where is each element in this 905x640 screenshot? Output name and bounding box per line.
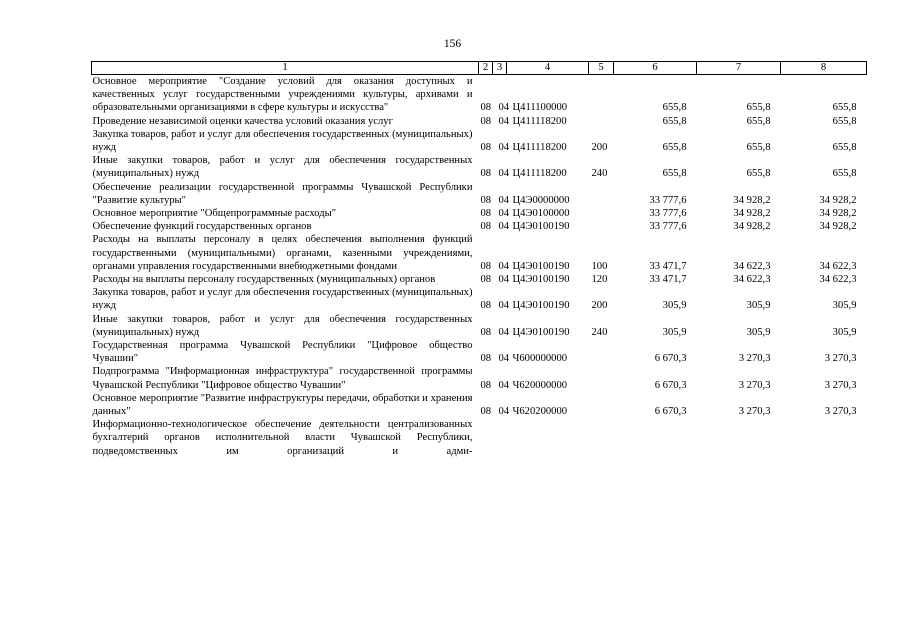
- row-target-code: Ц4Э0000000: [512, 194, 570, 206]
- row-amount-col6: 305,9: [662, 326, 687, 338]
- row-expense-type: [589, 418, 614, 458]
- row-expense-type: [589, 220, 614, 233]
- row-name: Расходы на выплаты персоналу в целях обеспечения выполнения функций государственными (муниципальными) органами, казенными учреждениями, органами управления государственными внебюджетными фондами: [92, 234, 473, 272]
- row-amount-col7: 34 928,2: [733, 221, 771, 233]
- row-amount-col6: 6 670,3: [654, 379, 687, 391]
- row-target-code: Ч620200000: [512, 406, 568, 418]
- row-amount-col7: 305,9: [746, 326, 771, 338]
- column-header-5: 5: [589, 62, 614, 75]
- row-target-code: Ч600000000: [512, 353, 568, 365]
- row-name: Основное мероприятие "Развитие инфраструктуры передачи, обработки и хранения данных": [92, 392, 473, 418]
- table-row: [92, 365, 867, 391]
- row-target-code: Ц4Э0100190: [512, 274, 570, 286]
- row-section: 08: [480, 115, 492, 127]
- row-target-code: [507, 418, 589, 458]
- row-amount-col6: 6 670,3: [654, 406, 687, 418]
- row-amount-col8: 3 270,3: [824, 353, 857, 365]
- table-row: [92, 75, 867, 115]
- row-amount-col7: 34 928,2: [733, 208, 771, 220]
- row-target-code: Ц411118200: [512, 115, 567, 127]
- row-amount-col7: 34 622,3: [733, 260, 771, 272]
- row-amount-col7: 34 622,3: [733, 274, 771, 286]
- row-subsection: 04: [498, 406, 510, 418]
- page-number: 156: [443, 38, 462, 50]
- row-amount-col6: 655,8: [662, 168, 687, 180]
- table-row: [92, 115, 867, 128]
- row-name: Закупка товаров, работ и услуг для обеспечения государственных (муниципальных) нужд: [92, 287, 473, 312]
- row-expense-type: 240: [591, 326, 608, 338]
- row-subsection: 04: [498, 221, 510, 233]
- table-row: [92, 207, 867, 220]
- row-amount-col7: 655,8: [746, 115, 771, 127]
- row-subsection: 04: [498, 208, 510, 220]
- row-target-code: Ц4Э0100190: [512, 260, 570, 272]
- row-name: Информационно-технологическое обеспечение деятельности централизованных бухгалтерий органов исполнительной власти Чувашской Республики, подведомственных им организаций и адми-: [92, 419, 473, 457]
- column-header-1: 1: [92, 62, 479, 75]
- row-section: 08: [480, 194, 492, 206]
- table-row: [92, 233, 867, 273]
- table-row: [92, 154, 867, 180]
- row-subsection: 04: [498, 194, 510, 206]
- row-expense-type: 240: [591, 168, 608, 180]
- row-section: 08: [480, 208, 492, 220]
- table-row: [92, 392, 867, 418]
- row-subsection: 04: [498, 142, 510, 154]
- row-amount-col7: 3 270,3: [738, 379, 771, 391]
- row-amount-col8: 655,8: [832, 168, 857, 180]
- row-section: 08: [480, 260, 492, 272]
- row-amount-col7: 655,8: [746, 142, 771, 154]
- row-name: Государственная программа Чувашской Республики "Цифровое общество Чувашии": [92, 340, 473, 365]
- row-amount-col8: 34 928,2: [819, 208, 857, 220]
- row-amount-col8: 3 270,3: [824, 406, 857, 418]
- table-row: [92, 313, 867, 339]
- column-header-6: 6: [614, 62, 697, 75]
- row-subsection: 04: [498, 274, 510, 286]
- table-row: [92, 339, 867, 365]
- row-amount-col7: 34 928,2: [733, 194, 771, 206]
- column-header-3: 3: [493, 62, 507, 75]
- row-subsection: 04: [498, 260, 510, 272]
- row-expense-type: [589, 75, 614, 115]
- row-expense-type: 200: [591, 300, 608, 312]
- row-name: Подпрограмма "Информационная инфраструктура" государственной программы Чувашской Республики "Цифровое общество Чувашии": [92, 366, 473, 391]
- row-amount-col7: 3 270,3: [738, 353, 771, 365]
- table-row: [92, 181, 867, 207]
- row-name: Расходы на выплаты персоналу государственных (муниципальных) органов: [92, 274, 436, 286]
- row-amount-col6: 33 471,7: [649, 260, 687, 272]
- row-amount-col8: [781, 418, 867, 458]
- row-subsection: 04: [498, 379, 510, 391]
- budget-table: [91, 61, 867, 458]
- row-amount-col6: 655,8: [662, 115, 687, 127]
- row-expense-type: [589, 365, 614, 391]
- table-row: [92, 273, 867, 286]
- row-target-code: Ц411100000: [512, 102, 568, 114]
- row-amount-col6: 33 777,6: [649, 194, 687, 206]
- column-header-4: 4: [507, 62, 589, 75]
- row-amount-col6: [614, 418, 697, 458]
- row-amount-col7: 655,8: [746, 168, 771, 180]
- row-expense-type: [589, 115, 614, 128]
- row-subsection: 04: [498, 300, 510, 312]
- row-expense-type: [589, 207, 614, 220]
- row-section: 08: [480, 300, 492, 312]
- row-name: Основное мероприятие "Создание условий для оказания доступных и качественных услуг государственными учреждениями культуры, архивами и образовательными организациями в сфере культуры и искусства": [92, 76, 473, 114]
- row-section: 08: [480, 102, 492, 114]
- row-name: Обеспечение реализации государственной программы Чувашской Республики "Развитие культуры": [92, 181, 473, 206]
- row-name: Обеспечение функций государственных органов: [92, 221, 312, 233]
- row-name: Иные закупки товаров, работ и услуг для обеспечения государственных (муниципальных) нужд: [92, 155, 473, 180]
- table-row: [92, 220, 867, 233]
- row-section: 08: [480, 406, 492, 418]
- row-subsection: [493, 418, 507, 458]
- row-target-code: Ч620000000: [512, 379, 568, 391]
- column-header-8: 8: [781, 62, 867, 75]
- row-amount-col8: 305,9: [832, 300, 857, 312]
- row-subsection: 04: [498, 326, 510, 338]
- row-amount-col8: 305,9: [832, 326, 857, 338]
- row-expense-type: [589, 339, 614, 365]
- row-section: 08: [480, 274, 492, 286]
- table-header: [92, 62, 867, 75]
- row-amount-col7: 655,8: [746, 102, 771, 114]
- row-amount-col7: 3 270,3: [738, 406, 771, 418]
- table-body: [92, 75, 867, 458]
- row-name: Проведение независимой оценки качества условий оказания услуг: [92, 115, 393, 127]
- row-amount-col8: 34 928,2: [819, 194, 857, 206]
- row-expense-type: [589, 392, 614, 418]
- row-section: 08: [480, 379, 492, 391]
- table-row: [92, 418, 867, 458]
- row-name: Основное мероприятие "Общепрограммные расходы": [92, 208, 337, 220]
- row-subsection: 04: [498, 353, 510, 365]
- row-amount-col7: [697, 418, 781, 458]
- column-number-row: [92, 62, 867, 75]
- row-amount-col8: 655,8: [832, 102, 857, 114]
- row-target-code: Ц411118200: [512, 142, 567, 154]
- table-row: [92, 128, 867, 154]
- row-target-code: Ц4Э0100000: [512, 208, 570, 220]
- row-name: Закупка товаров, работ и услуг для обеспечения государственных (муниципальных) нужд: [92, 128, 473, 154]
- row-target-code: Ц411118200: [512, 168, 567, 180]
- row-amount-col8: 3 270,3: [824, 379, 857, 391]
- row-expense-type: 100: [591, 260, 608, 272]
- column-header-7: 7: [697, 62, 781, 75]
- row-target-code: Ц4Э0100190: [512, 326, 570, 338]
- row-amount-col8: 655,8: [832, 142, 857, 154]
- table-row: [92, 286, 867, 312]
- row-amount-col6: 33 777,6: [649, 221, 687, 233]
- row-amount-col7: 305,9: [746, 300, 771, 312]
- row-amount-col8: 34 928,2: [819, 221, 857, 233]
- row-amount-col6: 6 670,3: [654, 353, 687, 365]
- row-amount-col6: 33 471,7: [649, 274, 687, 286]
- row-amount-col8: 34 622,3: [819, 260, 857, 272]
- row-subsection: 04: [498, 168, 510, 180]
- row-target-code: Ц4Э0100190: [512, 221, 570, 233]
- row-subsection: 04: [498, 115, 510, 127]
- row-expense-type: 200: [591, 142, 608, 154]
- row-target-code: Ц4Э0100190: [512, 300, 570, 312]
- row-section: [479, 418, 493, 458]
- column-header-2: 2: [479, 62, 493, 75]
- row-expense-type: [589, 181, 614, 207]
- row-section: 08: [480, 326, 492, 338]
- row-section: 08: [480, 353, 492, 365]
- row-amount-col6: 305,9: [662, 300, 687, 312]
- row-amount-col8: 655,8: [832, 115, 857, 127]
- row-amount-col6: 655,8: [662, 142, 687, 154]
- row-amount-col6: 655,8: [662, 102, 687, 114]
- row-subsection: 04: [498, 102, 510, 114]
- row-name: Иные закупки товаров, работ и услуг для обеспечения государственных (муниципальных) нужд: [92, 313, 473, 338]
- row-section: 08: [480, 168, 492, 180]
- row-section: 08: [480, 221, 492, 233]
- row-section: 08: [480, 142, 492, 154]
- row-expense-type: 120: [591, 274, 608, 286]
- row-amount-col8: 34 622,3: [819, 274, 857, 286]
- row-amount-col6: 33 777,6: [649, 208, 687, 220]
